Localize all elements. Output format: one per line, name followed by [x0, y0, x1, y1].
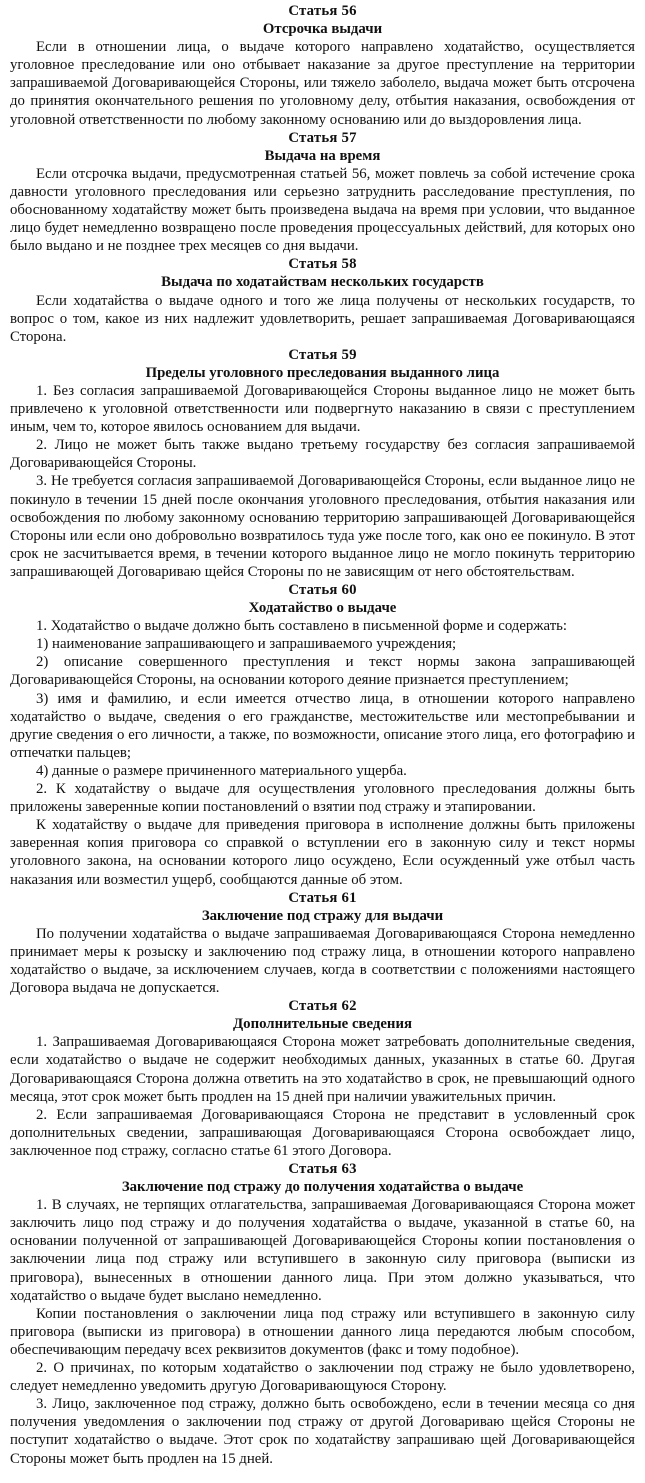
paragraph: 3. Не требуется согласия запрашиваемой Договаривающейся Стороны, если выданное лицо не покинуло в течении 15 дней после окончания уголовного преследования, отбытия наказания или освобождения по любому законному основанию территорию запрашивающей Договаривающейся Стороны или если оно добровольно возвратилось туда уже после того, как оно ее покинуло. В этот срок не засчитывается время, в течении которого выданное лицо не могло покинуть территорию запрашивающей Договариваю щейся Стороны по не зависящим от него обстоятельствам.: [10, 473, 635, 580]
article-title: Выдача по ходатайствам нескольких государств: [161, 274, 484, 291]
article-59: [10, 346, 635, 581]
article-number: Статья 58: [288, 256, 357, 273]
list-item: 4) данные о размере причиненного материального ущерба.: [36, 762, 407, 779]
article-58: [10, 255, 635, 345]
article-title: Заключение под стражу до получения ходатайства о выдаче: [121, 1179, 524, 1196]
article-number: Статья 57: [288, 129, 357, 146]
article-61: [10, 889, 635, 998]
paragraph: Если в отношении лица, о выдаче которого направлено ходатайство, осуществляется уголовное преследование или оно отбывает наказание за другое преступление на территории запрашиваемой Договаривающейся Стороны, или тяжело заболело, выдача может быть отсрочена до принятия окончательного решения по уголовному делу, отбытия наказания, освобождения от уголовной ответственности по любому законному основанию или до выздоровления лица.: [10, 39, 635, 128]
paragraph: 3. Лицо, заключенное под стражу, должно быть освобождено, если в течении месяца со дня получения уведомления о заключении под стражу от другой Договариваю щейся Стороны не поступит ходатайство о выдаче. Этот срок по ходатайству запрашиваю щей Договаривающейся Стороны может быть продлен на 15 дней.: [10, 1396, 635, 1467]
paragraph: 2. К ходатайству о выдаче для осуществления уголовного преследования должны быть приложены заверенные копии постановлений о взятии под стражу и этапировании.: [10, 781, 635, 816]
paragraph: 1. Ходатайство о выдаче должно быть составлено в письменной форме и содержать:: [36, 618, 568, 635]
paragraph: 1. В случаях, не терпящих отлагательства, запрашиваемая Договаривающаяся Сторона может заключить лицо под стражу и до получения ходатайства о выдаче, указанной в статье 60, на основании полученной от запрашивающей Договаривающейся Стороны копии постановления о заключении лица под стражу или вступившего в законную силу приговора (выписки из приговора), вынесенных в отношении данного лица. При этом должно указываться, что ходатайство о выдаче будет выслано немедленно.: [10, 1197, 635, 1304]
paragraph: Если отсрочка выдачи, предусмотренная статьей 56, может повлечь за собой истечение срока давности уголовного преследования или серьезно затруднить расследование преступления, по обоснованному ходатайству может быть произведена выдача на время при условии, что выданное лицо будет немедленно возвращено после проведения процессуальных действий, для которых оно было выдано и не позднее трех месяцев со дня выдачи.: [10, 165, 635, 255]
article-63: [10, 1160, 635, 1468]
paragraph: К ходатайству о выдаче для приведения приговора в исполнение должны быть приложены заверенная копия приговора со справкой о вступлении его в законную силу и текст нормы уголовного закона, на основании которого лицо осуждено, Если осужденный уже отбыл часть наказания или возместил ущерб, сообщаются данные об этом.: [10, 817, 635, 888]
list-item: 2) описание совершенного преступления и текст нормы закона запрашивающей Договаривающейся Стороны, на основании которого деяние признается преступлением;: [10, 654, 635, 689]
article-title: Заключение под стражу для выдачи: [201, 907, 444, 924]
paragraph: 1. Запрашиваемая Договаривающаяся Сторона может затребовать дополнительные сведения, если ходатайство о выдаче не содержит необходимых данных, указанных в статье 60. Другая Договаривающаяся Сторона должна ответить на это ходатайство в срок, не превышающий одного месяца, этот срок может быть продлен на 15 дней при наличии уважительных причин.: [10, 1034, 635, 1105]
paragraph: 2. О причинах, по которым ходатайство о заключении под стражу не было удовлетворено, следует немедленно уведомить другую Договаривающуюся Сторону.: [10, 1360, 635, 1395]
article-number: Статья 61: [288, 889, 357, 906]
list-item: 1) наименование запрашивающего и запрашиваемого учреждения;: [36, 636, 457, 653]
paragraph: 1. Без согласия запрашиваемой Договаривающейся Стороны выданное лицо не может быть привлечено к уголовной ответственности или подвергнуто наказанию в связи с преступлением иным, чем то, которое явилось основанием для выдачи.: [10, 382, 635, 436]
article-title: Отсрочка выдачи: [262, 21, 383, 38]
article-title: Выдача на время: [264, 147, 381, 164]
article-57: [10, 129, 635, 256]
article-62: [10, 997, 635, 1160]
article-number: Статья 60: [288, 582, 357, 598]
paragraph: 2. Если запрашиваемая Договаривающаяся Сторона не представит в условленный срок дополнительных сведении, запрашивающая Договаривающаяся Сторона освобождает лицо, заключенное под стражу, согласно статье 61 этого Договора.: [10, 1106, 635, 1159]
paragraph: По получении ходатайства о выдаче запрашиваемая Договаривающаяся Сторона немедленно принимает меры к розыску и заключению под стражу лица, в отношении которого направлено ходатайство о выдаче, за исключением случаев, когда в соответствии с положениями настоящего Договора выдача не допускается.: [10, 925, 635, 997]
article-number: Статья 62: [288, 998, 357, 1015]
article-56: [10, 2, 635, 129]
article-60: [10, 581, 635, 889]
article-title: Ходатайство о выдаче: [248, 600, 397, 617]
document-page: [10, 0, 635, 1468]
article-number: Статья 59: [288, 346, 357, 363]
article-title: Дополнительные сведения: [232, 1016, 412, 1033]
article-number: Статья 56: [288, 3, 357, 19]
paragraph: 2. Лицо не может быть также выдано третьему государству без согласия запрашиваемой Договаривающейся Стороны.: [10, 437, 635, 472]
paragraph: Если ходатайства о выдаче одного и того же лица получены от нескольких государств, то вопрос о том, какое из них надлежит удовлетворить, решает запрашиваемая Договаривающаяся Сторона.: [10, 292, 635, 345]
article-title: Пределы уголовного преследования выданного лица: [145, 364, 500, 381]
paragraph: Копии постановления о заключении лица под стражу или вступившего в законную силу приговора (выписки из приговора) в отношении данного лица передаются любым способом, обеспечивающим передачу всех реквизитов документов (факс и тому подобное).: [10, 1305, 635, 1358]
article-number: Статья 63: [288, 1161, 357, 1177]
list-item: 3) имя и фамилию, и если имеется отчество лица, в отношении которого направлено ходатайство о выдаче, сведения о его гражданстве, местожительстве или местопребывании и другие сведения о его личности, а также, по возможности, описание этого лица, его фотографию и отпечатки пальцев;: [10, 690, 635, 761]
